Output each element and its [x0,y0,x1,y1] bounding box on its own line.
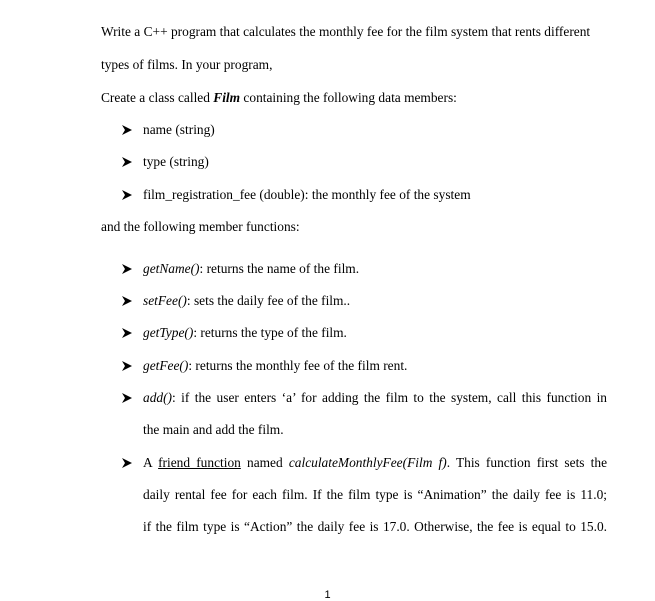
function-desc: : returns the type of the film. [193,325,347,340]
function-name: getName() [143,261,200,276]
list-item: name (string) [143,122,215,137]
friend-pre: A [143,455,159,470]
class-definition-line [101,90,457,106]
arrow-bullet-icon [121,189,133,201]
list-item-continuation: the main and add the film. [143,422,284,437]
function-name: getType() [143,325,194,340]
list-item [143,261,359,277]
arrow-bullet-icon [121,156,133,168]
list-item [143,293,350,309]
list-item-continuation: if the film type is “Action” the daily fee is 17.0. Otherwise, the fee is equal to 15.0. [143,519,607,534]
function-desc: : if the user enters ‘a’ for adding the film to the system, call this function in [172,390,607,405]
function-name: setFee() [143,293,187,308]
arrow-bullet-icon [121,124,133,136]
function-name: getFee() [143,358,189,373]
class-intro-text-end: containing the following data members: [240,90,457,105]
member-functions-intro: and the following member functions: [101,219,300,234]
function-name: calculateMonthlyFee(Film f) [288,455,447,470]
function-desc: : sets the daily fee of the film.. [186,293,351,308]
intro-line-1: Write a C++ program that calculates the monthly fee for the film system that rents different [101,24,591,39]
function-desc: : returns the name of the film. [199,261,360,276]
function-desc: : returns the monthly fee of the film rent. [188,358,408,373]
arrow-bullet-icon [121,457,133,469]
friend-post: . This function first sets the [446,455,608,470]
list-item [143,455,607,471]
friend-mid: named [240,455,289,470]
arrow-bullet-icon [121,295,133,307]
class-intro-text: Create a class called [101,90,214,105]
list-item [143,325,347,341]
function-name: add() [143,390,173,405]
list-item: type (string) [143,154,209,169]
class-name: Film [213,90,241,105]
arrow-bullet-icon [121,263,133,275]
arrow-bullet-icon [121,392,133,404]
arrow-bullet-icon [121,360,133,372]
list-item-continuation: daily rental fee for each film. If the film type is “Animation” the daily fee is 11.0; [143,487,607,502]
friend-function-term: friend function [158,455,241,470]
arrow-bullet-icon [121,327,133,339]
list-item [143,358,407,374]
page-number: 1 [324,589,331,601]
intro-line-2: types of films. In your program, [101,57,273,72]
list-item [143,390,607,406]
list-item: film_registration_fee (double): the monthly fee of the system [143,187,471,202]
